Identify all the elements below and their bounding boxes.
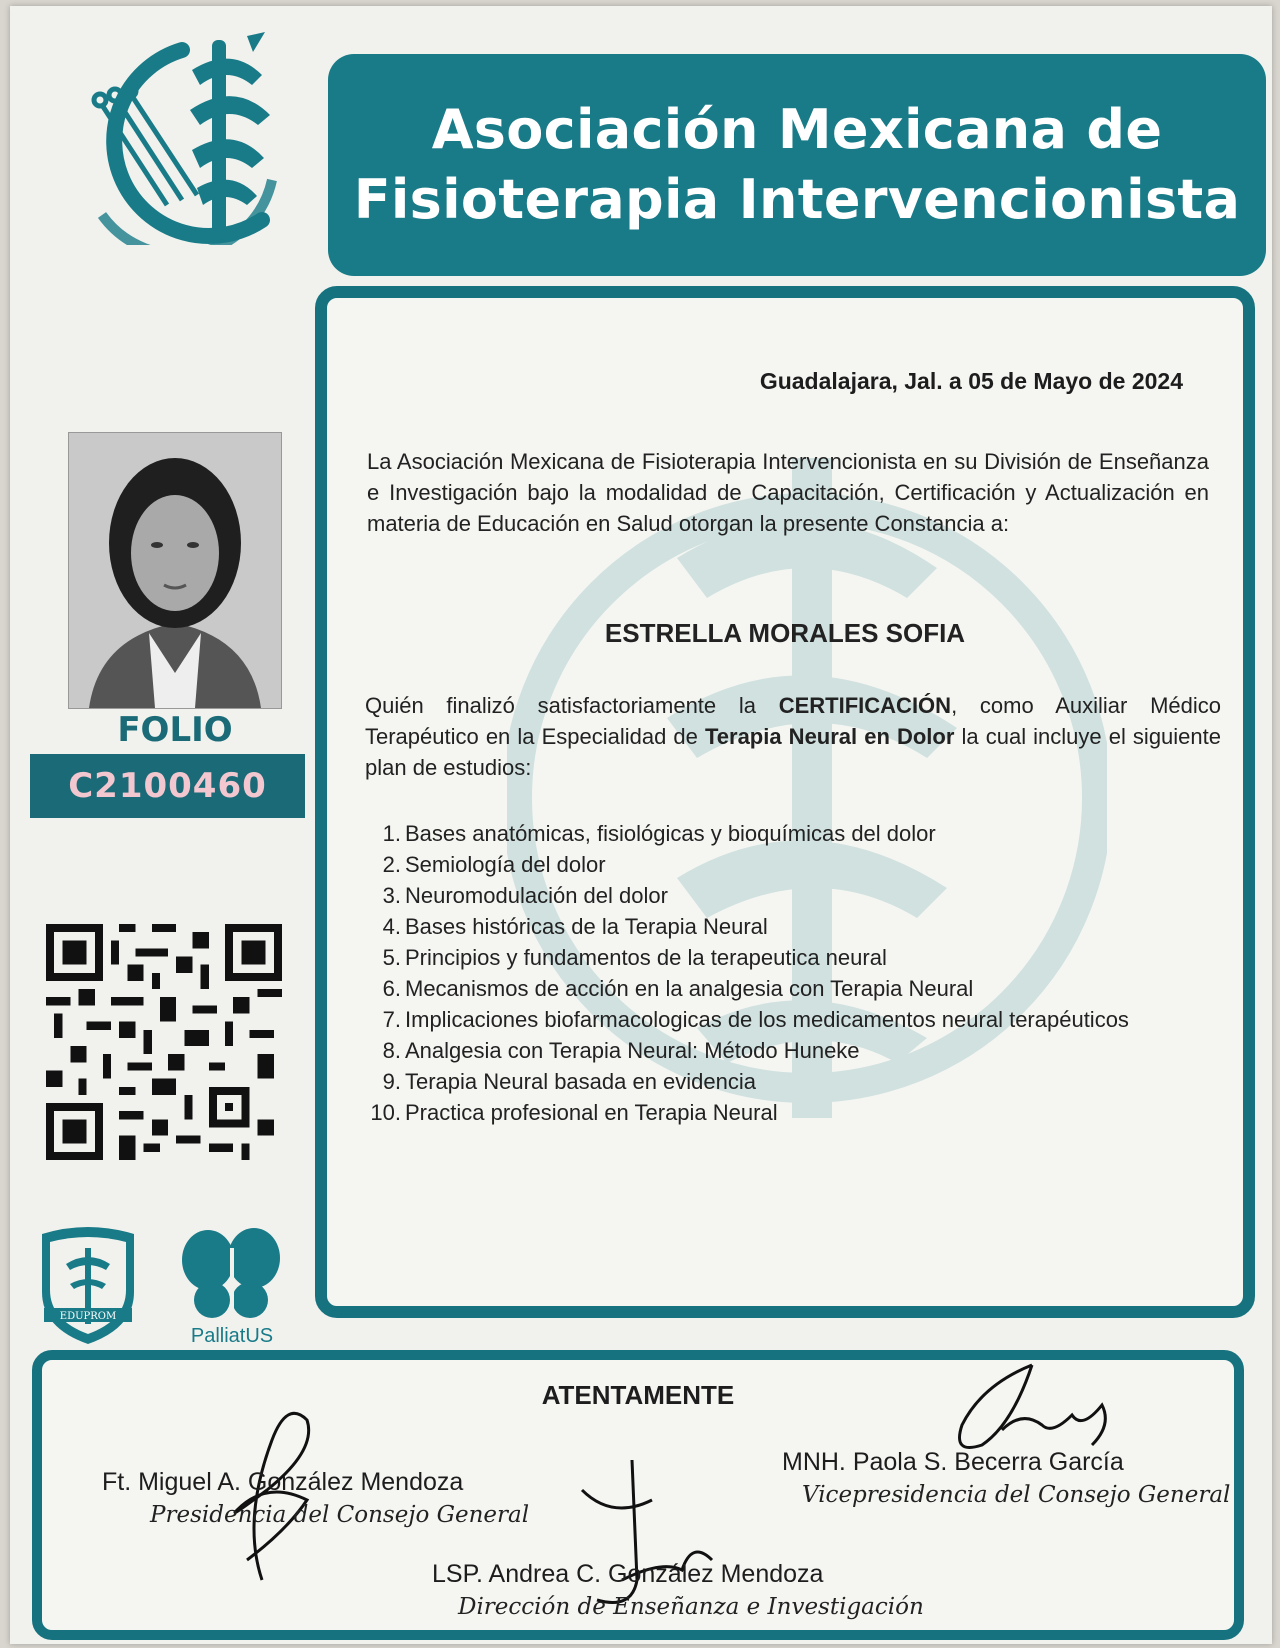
- syllabus-item-number: 3.: [382, 883, 401, 908]
- syllabus-item-number: 2.: [382, 852, 401, 877]
- syllabus-item-number: 10.: [370, 1100, 401, 1125]
- folio-label: FOLIO: [117, 710, 233, 750]
- body-text-bold-2: Terapia Neural en Dolor: [704, 724, 955, 749]
- association-logo: [62, 30, 302, 245]
- syllabus-item: [363, 849, 1223, 880]
- issue-date: Guadalajara, Jal. a 05 de Mayo de 2024: [759, 368, 1183, 394]
- syllabus-item: [363, 911, 1223, 942]
- syllabus-item-number: 1.: [382, 821, 401, 846]
- body-text-part-3: la cual incluye el siguiente plan de estudios:: [365, 724, 1221, 780]
- syllabus-item-text: Mecanismos de acción en la analgesia con Terapia Neural: [405, 976, 974, 1001]
- certification-paragraph: [365, 690, 1221, 783]
- syllabus-item-text: Practica profesional en Terapia Neural: [405, 1100, 778, 1125]
- syllabus-item: [363, 880, 1223, 911]
- qr-code-icon: [46, 924, 282, 1160]
- intro-paragraph: La Asociación Mexicana de Fisioterapia Intervencionista en su División de Enseñanza e Investigación bajo la modalidad de Capacitación, Certificación y Actualización en materia de Educación en Salud otorgan la presente Constancia a:: [367, 449, 1209, 536]
- syllabus-item: [363, 1035, 1223, 1066]
- syllabus-item-text: Bases anatómicas, fisiológicas y bioquímicas del dolor: [405, 821, 936, 846]
- certificate-content-box: [315, 286, 1255, 1318]
- syllabus-item-number: 9.: [382, 1069, 401, 1094]
- recipient-photo: [68, 432, 282, 709]
- syllabus-item-text: Principios y fundamentos de la terapeutica neural: [405, 945, 887, 970]
- syllabus-item-text: Bases históricas de la Terapia Neural: [405, 914, 768, 939]
- syllabus-item-text: Analgesia con Terapia Neural: Método Huneke: [405, 1038, 860, 1063]
- header-title-line-1: Asociación Mexicana de: [431, 98, 1163, 161]
- signer-center-name: LSP. Andrea C. González Mendoza: [432, 1560, 824, 1588]
- syllabus-item: [363, 1066, 1223, 1097]
- body-text-part-2: , como Auxiliar Médico Terapéutico en la Especialidad de: [365, 693, 1221, 749]
- syllabus-item: [363, 942, 1223, 973]
- recipient-name: ESTRELLA MORALES SOFIA: [604, 618, 966, 648]
- signer-center-role: Dirección de Enseñanza e Investigación: [458, 1594, 924, 1620]
- syllabus-item-number: 8.: [382, 1038, 401, 1063]
- eduprom-logo-text: EDUPROM: [59, 1311, 117, 1322]
- syllabus-item: [363, 1004, 1223, 1035]
- syllabus-item: [363, 973, 1223, 1004]
- palliatus-logo: [178, 1218, 286, 1350]
- syllabus-item: [363, 1097, 1223, 1128]
- signatures-heading: ATENTAMENTE: [541, 1380, 735, 1410]
- syllabus-item: [363, 818, 1223, 849]
- body-text-part-1: Quién finalizó satisfactoriamente la: [365, 693, 779, 718]
- syllabus-item-number: 5.: [382, 945, 401, 970]
- signer-right-name: MNH. Paola S. Becerra García: [782, 1448, 1124, 1476]
- eduprom-logo: [36, 1224, 140, 1346]
- palliatus-logo-text: PalliatUS: [190, 1325, 274, 1347]
- header-title-box: [328, 54, 1266, 276]
- folio-number-box: [30, 754, 305, 818]
- syllabus-item-number: 7.: [382, 1007, 401, 1032]
- syllabus-item-number: 4.: [382, 914, 401, 939]
- signer-left-role: Presidencia del Consejo General: [150, 1502, 530, 1528]
- syllabus-item-text: Neuromodulación del dolor: [405, 883, 668, 908]
- certificate-page: [10, 6, 1272, 1644]
- folio-number: C2100460: [68, 766, 267, 806]
- syllabus-item-text: Semiología del dolor: [405, 852, 606, 877]
- body-text-bold-1: CERTIFICACIÓN: [778, 693, 952, 718]
- syllabus-item-text: Implicaciones biofarmacologicas de los medicamentos neural terapéuticos: [405, 1007, 1129, 1032]
- header-title-line-2: Fisioterapia Intervencionista: [353, 168, 1241, 231]
- syllabus-item-number: 6.: [382, 976, 401, 1001]
- signer-right-role: Vicepresidencia del Consejo General: [802, 1482, 1231, 1508]
- signatures-box: [32, 1350, 1244, 1640]
- syllabus-item-text: Terapia Neural basada en evidencia: [405, 1069, 757, 1094]
- signer-left-name: Ft. Miguel A. González Mendoza: [102, 1468, 464, 1496]
- syllabus-list: [363, 818, 1223, 1128]
